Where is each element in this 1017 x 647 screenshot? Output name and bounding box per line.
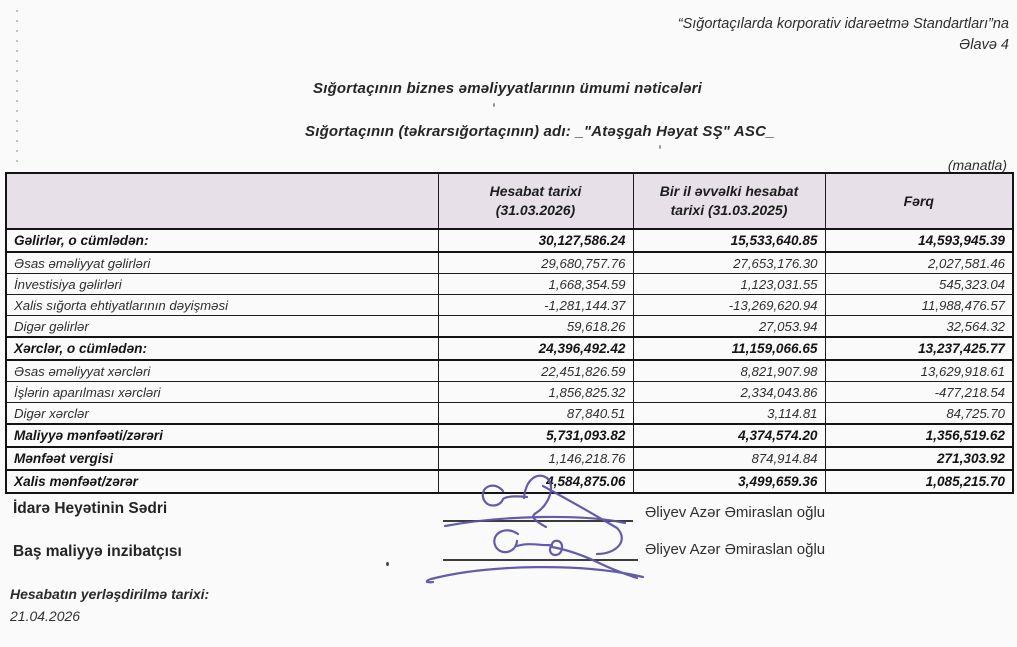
report-title: Sığortaçının biznes əməliyyatlarının ümumi nəticələri — [313, 80, 703, 97]
report-date-label: Hesabatın yerləşdirilmə tarixi: — [10, 586, 210, 602]
standards-reference-line1: “Sığortaçılarda korporativ idarəetmə Standartları”na — [677, 16, 1009, 32]
row-value: 14,593,945.39 — [825, 229, 1013, 252]
standards-reference-note — [678, 14, 1009, 56]
row-value: 1,856,825.32 — [438, 382, 633, 403]
row-value: 4,374,574.20 — [633, 424, 825, 447]
signatory-role-chairman: İdarə Heyətinin Sədri — [13, 500, 168, 517]
ink-speck — [659, 145, 661, 149]
table-row — [6, 403, 1013, 425]
currency-unit-label: (manatla) — [947, 157, 1007, 173]
row-value: 545,323.04 — [825, 274, 1013, 295]
results-table — [5, 172, 1014, 494]
row-label: Əsas əməliyyat xərcləri — [6, 360, 438, 382]
table-row — [6, 229, 1013, 252]
scan-artifact-left-edge — [16, 10, 18, 162]
row-value: 1,668,354.59 — [438, 274, 633, 295]
row-value: 271,303.92 — [825, 447, 1013, 470]
row-value: 22,451,826.59 — [438, 360, 633, 382]
row-value: 4,584,875.06 — [438, 470, 633, 493]
table-row — [6, 252, 1013, 274]
signatory-role-cfo: Baş maliyyə inzibatçısı — [13, 543, 182, 560]
row-value: -1,281,144.37 — [438, 295, 633, 316]
table-row — [6, 337, 1013, 360]
row-value: 11,159,066.65 — [633, 337, 825, 360]
table-body — [6, 229, 1013, 493]
row-value: 13,629,918.61 — [825, 360, 1013, 382]
row-label: Gəlirlər, o cümlədən: — [6, 229, 438, 252]
row-value: 3,114.81 — [633, 403, 825, 425]
column-header-reporting-date: Hesabat tarixi (31.03.2026) — [438, 173, 633, 229]
ink-speck — [493, 103, 495, 107]
row-value: 1,123,031.55 — [633, 274, 825, 295]
table-row — [6, 424, 1013, 447]
row-label: İşlərin aparılması xərcləri — [6, 382, 438, 403]
row-value: -13,269,620.94 — [633, 295, 825, 316]
row-label: İnvestisiya gəlirləri — [6, 274, 438, 295]
row-value: 13,237,425.77 — [825, 337, 1013, 360]
row-value: 1,146,218.76 — [438, 447, 633, 470]
row-label: Əsas əməliyyat gəlirləri — [6, 252, 438, 274]
table-row — [6, 447, 1013, 470]
insurer-name-line: Sığortaçının (təkrarsığortaçının) adı: _"Atəşgah Həyat SŞ" ASC_ — [305, 123, 775, 140]
row-value: 24,396,492.42 — [438, 337, 633, 360]
row-label: Digər gəlirlər — [6, 316, 438, 338]
table-row — [6, 274, 1013, 295]
table-row — [6, 316, 1013, 338]
row-label: Mənfəət vergisi — [6, 447, 438, 470]
row-label: Digər xərclər — [6, 403, 438, 425]
row-value: 1,085,215.70 — [825, 470, 1013, 493]
row-label: Maliyyə mənfəəti/zərəri — [6, 424, 438, 447]
row-value: 2,027,581.46 — [825, 252, 1013, 274]
table-row — [6, 360, 1013, 382]
row-value: 59,618.26 — [438, 316, 633, 338]
row-value: 2,334,043.86 — [633, 382, 825, 403]
row-value: 29,680,757.76 — [438, 252, 633, 274]
row-value: 32,564.32 — [825, 316, 1013, 338]
row-value: -477,218.54 — [825, 382, 1013, 403]
table-row — [6, 382, 1013, 403]
row-value: 11,988,476.57 — [825, 295, 1013, 316]
column-header-difference: Fərq — [825, 173, 1013, 229]
row-value: 87,840.51 — [438, 403, 633, 425]
column-header-indicator — [6, 173, 438, 229]
row-label: Xərclər, o cümlədən: — [6, 337, 438, 360]
annex-number: Əlavə 4 — [959, 37, 1009, 53]
row-value: 30,127,586.24 — [438, 229, 633, 252]
row-value: 3,499,659.36 — [633, 470, 825, 493]
row-value: 15,533,640.85 — [633, 229, 825, 252]
row-value: 874,914.84 — [633, 447, 825, 470]
signatory-name-chairman: Əliyev Azər Əmiraslan oğlu — [645, 504, 826, 521]
table-row — [6, 295, 1013, 316]
signature-ink — [427, 476, 643, 582]
row-value: 8,821,907.98 — [633, 360, 825, 382]
table-header-row — [6, 173, 1013, 229]
column-header-previous-date: Bir il əvvəlki hesabat tarixi (31.03.2025) — [633, 173, 825, 229]
handwritten-signatures — [415, 470, 665, 588]
row-label: Xalis mənfəət/zərər — [6, 470, 438, 493]
row-value: 1,356,519.62 — [825, 424, 1013, 447]
row-label: Xalis sığorta ehtiyatlarının dəyişməsi — [6, 295, 438, 316]
ink-speck — [386, 562, 389, 566]
report-date-value: 21.04.2026 — [10, 608, 81, 624]
row-value: 84,725.70 — [825, 403, 1013, 425]
signatory-name-cfo: Əliyev Azər Əmiraslan oğlu — [645, 541, 826, 558]
row-value: 27,653,176.30 — [633, 252, 825, 274]
row-value: 27,053.94 — [633, 316, 825, 338]
row-value: 5,731,093.82 — [438, 424, 633, 447]
